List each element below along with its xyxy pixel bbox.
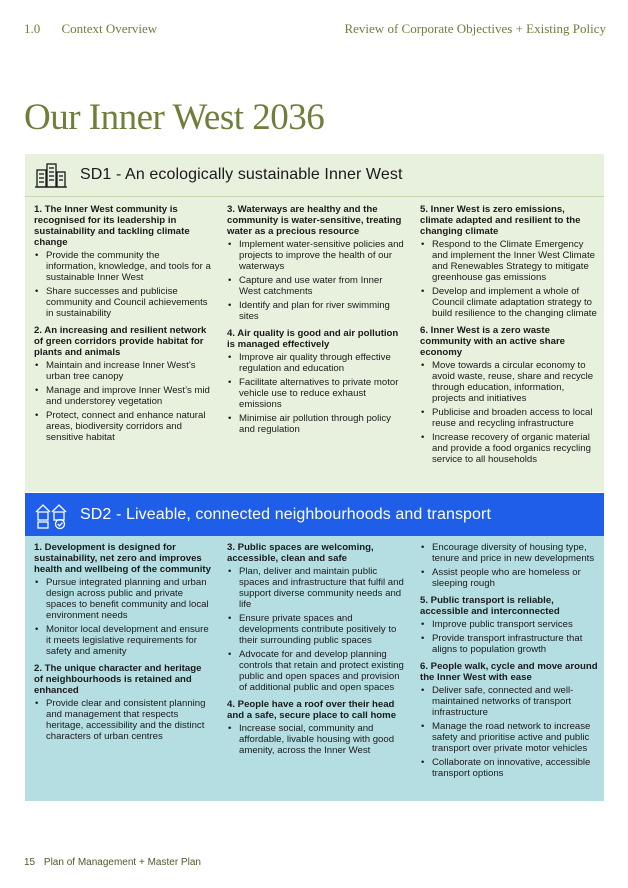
list-item: • Capture and use water from Inner West catchments xyxy=(227,275,405,297)
sd1-column-1 xyxy=(25,204,218,471)
list-item: • Provide transport infrastructure that aligns to population growth xyxy=(420,633,598,655)
page-title: Our Inner West 2036 xyxy=(24,97,325,138)
list-item: • Minimise air pollution through policy and regulation xyxy=(227,413,405,435)
list-item: • Increase social, community and affordable, livable housing with good amenity, across the Inner West xyxy=(227,723,405,756)
list-item: • Move towards a circular economy to avoid waste, reuse, share and recycle through education, information, projects and initiatives xyxy=(420,360,598,404)
sd1-heading-bar xyxy=(25,154,604,197)
sd2-column-2 xyxy=(218,542,411,785)
list-item: • Deliver safe, connected and well-maintained networks of transport infrastructure xyxy=(420,685,598,718)
page-footer xyxy=(24,857,201,868)
objective-heading: 1. The Inner West community is recognised for its leadership in sustainability and tackling climate change xyxy=(34,204,190,248)
list-item: • Identify and plan for river swimming sites xyxy=(227,300,405,322)
objective-heading: 3. Public spaces are welcoming, accessible, clean and safe xyxy=(227,542,374,564)
objective-heading: 3. Waterways are healthy and the community is water-sensitive, treating water as a precious resource xyxy=(227,204,402,237)
sd1-section xyxy=(25,154,604,492)
list-item: • Plan, deliver and maintain public spaces and infrastructure that fulfil and support diverse community needs and life xyxy=(227,566,405,610)
list-item: • Protect, connect and enhance natural areas, biodiversity corridors and sensitive habitat xyxy=(34,410,212,443)
running-header-left xyxy=(24,21,157,37)
list-item: • Implement water-sensitive policies and projects to improve the health of our waterways xyxy=(227,239,405,272)
objective-heading: 5. Public transport is reliable, accessible and interconnected xyxy=(420,595,560,617)
list-item: • Respond to the Climate Emergency and implement the Inner West Climate and Renewables Strategy to mitigate greenhouse gas emissions xyxy=(420,239,598,283)
objective-heading: 2. An increasing and resilient network of green corridors provide habitat for plants and animals xyxy=(34,325,207,358)
list-item: • Manage and improve Inner West’s mid and understorey vegetation xyxy=(34,385,212,407)
list-item: • Monitor local development and ensure it meets legislative requirements for safety and amenity xyxy=(34,624,212,657)
document-title: Plan of Management + Master Plan xyxy=(43,857,201,868)
objective-heading: 5. Inner West is zero emissions, climate adapted and resilient to the changing climate xyxy=(420,204,581,237)
objective-heading: 4. Air quality is good and air pollution is managed effectively xyxy=(227,328,399,350)
list-item: • Develop and implement a whole of Council climate adaptation strategy to build resilience to the changing climate xyxy=(420,286,598,319)
list-item: • Increase recovery of organic material and provide a food organics recycling service to all households xyxy=(420,432,598,465)
objective-heading: 2. The unique character and heritage of neighbourhoods is retained and enhanced xyxy=(34,663,202,696)
list-item: • Encourage diversity of housing type, tenure and price in new developments xyxy=(420,542,598,564)
section-number: 1.0 xyxy=(24,21,41,36)
list-item: • Advocate for and develop planning controls that retain and protect existing public and open spaces and provision of additional public and open spaces xyxy=(227,649,405,693)
sd1-title: SD1 - An ecologically sustainable Inner West xyxy=(80,166,403,183)
houses-check-icon xyxy=(34,500,68,530)
list-item: • Manage the road network to increase safety and prioritise active and public transport over private motor vehicles xyxy=(420,721,598,754)
list-item: • Share successes and publicise community and Council achievements in sustainability xyxy=(34,286,212,319)
list-item: • Maintain and increase Inner West’s urban tree canopy xyxy=(34,360,212,382)
list-item: • Ensure private spaces and developments contribute positively to their surrounding public spaces xyxy=(227,613,405,646)
objective-heading: 6. People walk, cycle and move around the Inner West with ease xyxy=(420,661,598,683)
list-item: • Collaborate on innovative, accessible transport options xyxy=(420,757,598,779)
list-item: • Provide the community the information, knowledge, and tools for a sustainable Inner West xyxy=(34,250,212,283)
objective-heading: 4. People have a roof over their head and a safe, secure place to call home xyxy=(227,699,397,721)
objective-heading: 1. Development is designed for sustainability, net zero and improves health and wellbeing of the community xyxy=(34,542,211,575)
objective-heading: 6. Inner West is a zero waste community with an active share economy xyxy=(420,325,566,358)
list-item: • Pursue integrated planning and urban design across public and private spaces to benefit community and local environment needs xyxy=(34,577,212,621)
list-item: • Assist people who are homeless or sleeping rough xyxy=(420,567,598,589)
sd2-column-1 xyxy=(25,542,218,785)
page-number: 15 xyxy=(24,857,36,868)
sd1-column-2 xyxy=(218,204,411,471)
city-buildings-icon xyxy=(34,160,68,190)
sd2-title: SD2 - Liveable, connected neighbourhoods and transport xyxy=(80,505,492,523)
list-item: • Provide clear and consistent planning and management that respects heritage, accessibility and the distinct characters of urban centres xyxy=(34,698,212,742)
sd2-section xyxy=(25,493,604,801)
sd2-column-3 xyxy=(411,542,604,785)
sd1-column-3 xyxy=(411,204,604,471)
list-item: • Facilitate alternatives to private motor vehicle use to reduce exhaust emissions xyxy=(227,377,405,410)
list-item: • Improve air quality through effective regulation and education xyxy=(227,352,405,374)
section-title: Context Overview xyxy=(61,21,158,36)
list-item: • Publicise and broaden access to local reuse and recycling infrastructure xyxy=(420,407,598,429)
sd2-heading-bar xyxy=(25,493,604,536)
running-header-right: Review of Corporate Objectives + Existing Policy xyxy=(344,21,606,36)
list-item: • Improve public transport services xyxy=(420,619,598,630)
